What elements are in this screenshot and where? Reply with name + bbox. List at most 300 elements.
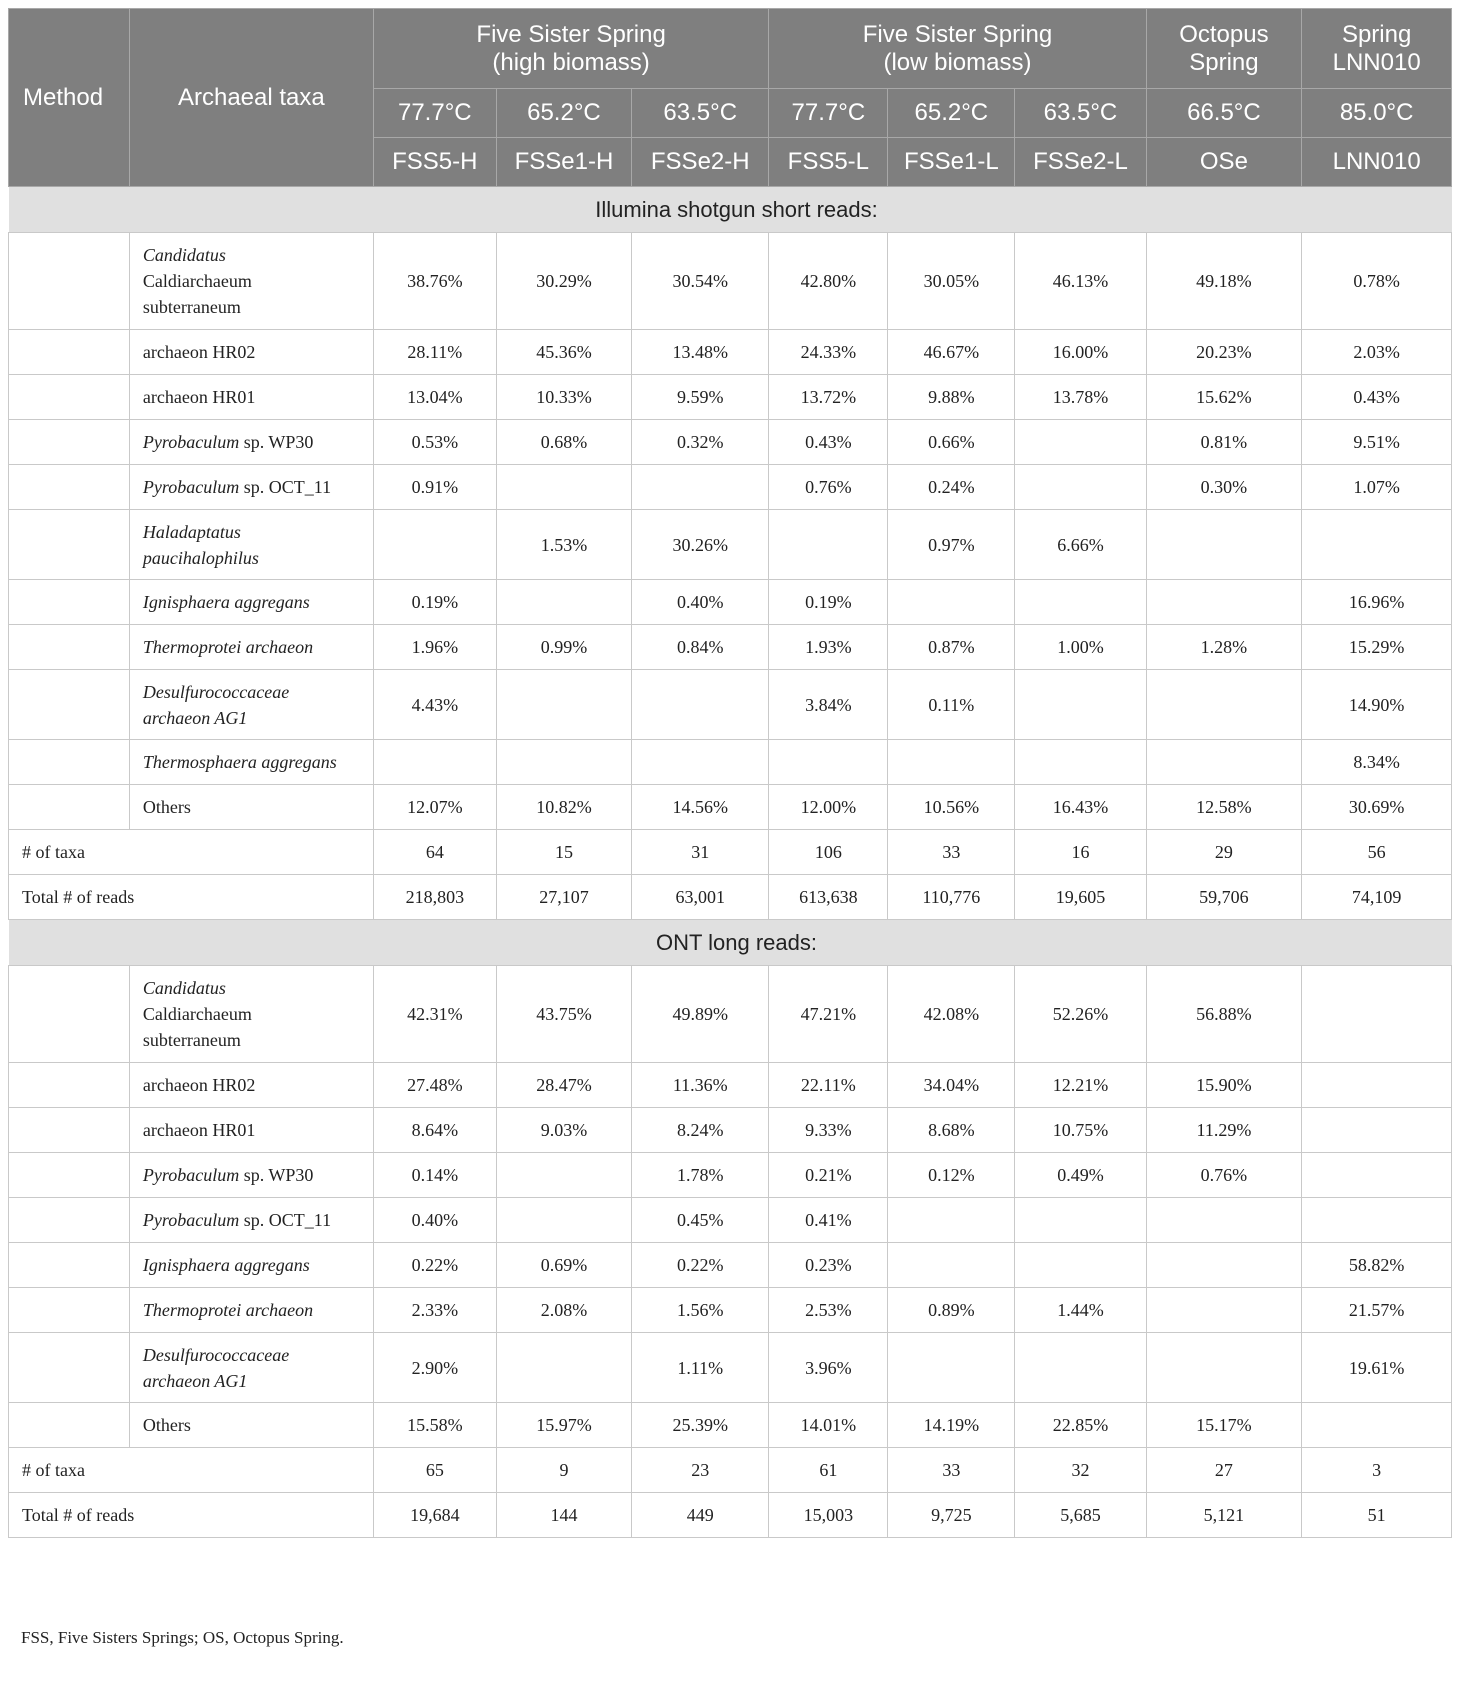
value-cell: 0.76% (769, 465, 888, 510)
value-cell: 1.28% (1146, 625, 1302, 670)
summary-value-cell: 15 (496, 830, 631, 875)
table-row (9, 1063, 1452, 1108)
value-cell (1015, 670, 1146, 740)
value-cell: 19.61% (1302, 1333, 1452, 1403)
group-header-fss-low: Five Sister Spring (low biomass) (769, 9, 1146, 89)
table-header (9, 9, 1452, 187)
summary-value-cell: 51 (1302, 1493, 1452, 1538)
taxa-header: Archaeal taxa (129, 9, 373, 187)
archaeal-taxa-table (8, 8, 1452, 1538)
value-cell (632, 465, 769, 510)
value-cell: 8.68% (888, 1108, 1015, 1153)
value-cell (1302, 1153, 1452, 1198)
value-cell: 0.12% (888, 1153, 1015, 1198)
value-cell: 27.48% (373, 1063, 496, 1108)
value-cell: 0.30% (1146, 465, 1302, 510)
value-cell: 0.41% (769, 1198, 888, 1243)
temperature-header: 65.2°C (888, 89, 1015, 138)
table-footnote: FSS, Five Sisters Springs; OS, Octopus Spring. (21, 1628, 344, 1647)
summary-value-cell: 64 (373, 830, 496, 875)
sample-id-header: FSSe1-L (888, 138, 1015, 187)
value-cell (373, 510, 496, 580)
taxon-name-part: archaeon HR01 (142, 387, 256, 407)
taxon-name-part: Haladaptatus (142, 521, 241, 542)
value-cell (888, 1243, 1015, 1288)
value-cell (1146, 580, 1302, 625)
method-cell (9, 740, 130, 785)
table-row (9, 1108, 1452, 1153)
value-cell: 4.43% (373, 670, 496, 740)
taxon-name-part: archaeon AG1 (142, 1370, 248, 1391)
summary-value-cell: 59,706 (1146, 875, 1302, 920)
value-cell: 10.82% (496, 785, 631, 830)
value-cell (1302, 510, 1452, 580)
temperature-header: 85.0°C (1302, 89, 1452, 138)
value-cell (1146, 510, 1302, 580)
taxon-cell (129, 670, 373, 740)
summary-value-cell: 106 (769, 830, 888, 875)
taxon-name-part: Desulfurococcaceae (142, 1344, 290, 1365)
value-cell: 0.81% (1146, 420, 1302, 465)
sample-id-header: FSSe2-L (1015, 138, 1146, 187)
value-cell: 13.48% (632, 330, 769, 375)
group-header-lnn010: Spring LNN010 (1302, 9, 1452, 89)
method-cell (9, 1153, 130, 1198)
value-cell: 49.18% (1146, 233, 1302, 330)
value-cell (496, 465, 631, 510)
sample-id-header: FSSe1-H (496, 138, 631, 187)
temperature-header: 63.5°C (1015, 89, 1146, 138)
taxon-name-part: Others (142, 797, 191, 817)
method-cell (9, 510, 130, 580)
value-cell: 16.96% (1302, 580, 1452, 625)
taxon-cell (129, 375, 373, 420)
value-cell: 22.11% (769, 1063, 888, 1108)
value-cell: 56.88% (1146, 966, 1302, 1063)
group-header-fss-high: Five Sister Spring (high biomass) (373, 9, 769, 89)
section-title: ONT long reads: (9, 920, 1452, 966)
value-cell (1015, 420, 1146, 465)
value-cell: 14.56% (632, 785, 769, 830)
value-cell: 14.01% (769, 1403, 888, 1448)
summary-value-cell: 56 (1302, 830, 1452, 875)
value-cell: 12.58% (1146, 785, 1302, 830)
method-cell (9, 1288, 130, 1333)
taxon-name-part: subterraneum (142, 1030, 241, 1050)
value-cell: 1.00% (1015, 625, 1146, 670)
taxon-name-part: Ignisphaera aggregans (142, 1255, 310, 1275)
sample-id-header: FSS5-H (373, 138, 496, 187)
value-cell (632, 740, 769, 785)
value-cell: 0.22% (373, 1243, 496, 1288)
group-header-octopus: Octopus Spring (1146, 9, 1302, 89)
table-row (9, 625, 1452, 670)
taxon-cell (129, 1198, 373, 1243)
summary-value-cell: 16 (1015, 830, 1146, 875)
summary-value-cell: 74,109 (1302, 875, 1452, 920)
value-cell: 9.59% (632, 375, 769, 420)
value-cell: 0.76% (1146, 1153, 1302, 1198)
temperature-header: 65.2°C (496, 89, 631, 138)
value-cell: 15.17% (1146, 1403, 1302, 1448)
value-cell: 1.53% (496, 510, 631, 580)
method-cell (9, 1243, 130, 1288)
value-cell (496, 1198, 631, 1243)
summary-value-cell: 3 (1302, 1448, 1452, 1493)
value-cell: 0.22% (632, 1243, 769, 1288)
value-cell: 1.93% (769, 625, 888, 670)
table-row (9, 1333, 1452, 1403)
taxon-cell (129, 1063, 373, 1108)
value-cell (1015, 1243, 1146, 1288)
value-cell (1302, 1198, 1452, 1243)
summary-value-cell: 9 (496, 1448, 631, 1493)
value-cell: 2.53% (769, 1288, 888, 1333)
value-cell: 15.97% (496, 1403, 631, 1448)
summary-value-cell: 449 (632, 1493, 769, 1538)
method-cell (9, 966, 130, 1063)
summary-value-cell: 63,001 (632, 875, 769, 920)
value-cell: 8.64% (373, 1108, 496, 1153)
value-cell: 49.89% (632, 966, 769, 1063)
taxon-name-part: Thermoprotei archaeon (142, 1300, 314, 1320)
data-table-container (8, 8, 1452, 1538)
value-cell (1015, 1333, 1146, 1403)
table-row (9, 420, 1452, 465)
value-cell: 38.76% (373, 233, 496, 330)
value-cell: 47.21% (769, 966, 888, 1063)
value-cell (888, 1333, 1015, 1403)
taxon-name-part: sp. WP30 (239, 1165, 314, 1185)
section-header-row (9, 187, 1452, 233)
method-cell (9, 1198, 130, 1243)
value-cell (1146, 1198, 1302, 1243)
summary-value-cell: 110,776 (888, 875, 1015, 920)
taxon-cell (129, 785, 373, 830)
taxon-name-part: sp. OCT_11 (239, 477, 332, 497)
value-cell (1015, 1198, 1146, 1243)
value-cell: 0.43% (1302, 375, 1452, 420)
value-cell (1015, 580, 1146, 625)
taxon-cell (129, 1153, 373, 1198)
taxon-cell (129, 1108, 373, 1153)
summary-value-cell: 144 (496, 1493, 631, 1538)
temperature-header: 77.7°C (373, 89, 496, 138)
summary-label: Total # of reads (9, 1493, 374, 1538)
value-cell: 6.66% (1015, 510, 1146, 580)
taxon-cell (129, 1288, 373, 1333)
summary-value-cell: 27,107 (496, 875, 631, 920)
value-cell: 28.47% (496, 1063, 631, 1108)
summary-value-cell: 19,605 (1015, 875, 1146, 920)
value-cell: 0.14% (373, 1153, 496, 1198)
taxon-cell (129, 233, 373, 330)
table-row (9, 966, 1452, 1063)
taxon-name-part: sp. WP30 (239, 432, 314, 452)
taxon-name-part: Candidatus (142, 245, 226, 265)
value-cell: 45.36% (496, 330, 631, 375)
value-cell (496, 580, 631, 625)
value-cell: 1.78% (632, 1153, 769, 1198)
value-cell: 0.40% (632, 580, 769, 625)
value-cell (496, 1333, 631, 1403)
taxon-name-part: paucihalophilus (142, 547, 259, 568)
table-row (9, 580, 1452, 625)
taxon-name-part: sp. OCT_11 (239, 1210, 332, 1230)
sample-id-header: FSSe2-H (632, 138, 769, 187)
taxon-cell (129, 1333, 373, 1403)
value-cell (1302, 966, 1452, 1063)
taxon-cell (129, 625, 373, 670)
method-cell (9, 580, 130, 625)
method-cell (9, 330, 130, 375)
section-header-row (9, 920, 1452, 966)
table-row (9, 510, 1452, 580)
summary-value-cell: 33 (888, 1448, 1015, 1493)
taxon-name-part: archaeon HR02 (142, 1075, 256, 1095)
value-cell: 1.11% (632, 1333, 769, 1403)
table-row (9, 1198, 1452, 1243)
value-cell: 0.32% (632, 420, 769, 465)
method-cell (9, 233, 130, 330)
summary-value-cell: 65 (373, 1448, 496, 1493)
value-cell: 13.72% (769, 375, 888, 420)
value-cell: 34.04% (888, 1063, 1015, 1108)
taxon-name-part: Pyrobaculum (142, 477, 240, 497)
value-cell: 0.89% (888, 1288, 1015, 1333)
value-cell (1015, 465, 1146, 510)
taxon-cell (129, 330, 373, 375)
table-row (9, 1153, 1452, 1198)
taxon-cell (129, 1243, 373, 1288)
value-cell: 12.00% (769, 785, 888, 830)
summary-value-cell: 5,685 (1015, 1493, 1146, 1538)
summary-value-cell: 32 (1015, 1448, 1146, 1493)
sample-id-header: LNN010 (1302, 138, 1452, 187)
method-cell (9, 1108, 130, 1153)
value-cell: 9.33% (769, 1108, 888, 1153)
method-header: Method (9, 9, 130, 187)
value-cell: 12.07% (373, 785, 496, 830)
value-cell (1146, 1243, 1302, 1288)
taxon-name-part: Pyrobaculum (142, 1210, 240, 1230)
value-cell: 30.05% (888, 233, 1015, 330)
value-cell (888, 740, 1015, 785)
taxon-name-part: subterraneum (142, 297, 241, 317)
value-cell: 13.78% (1015, 375, 1146, 420)
method-cell (9, 375, 130, 420)
summary-value-cell: 31 (632, 830, 769, 875)
value-cell: 1.96% (373, 625, 496, 670)
value-cell: 0.84% (632, 625, 769, 670)
taxon-cell (129, 740, 373, 785)
value-cell: 15.58% (373, 1403, 496, 1448)
method-cell (9, 670, 130, 740)
value-cell (496, 1153, 631, 1198)
section-title: Illumina shotgun short reads: (9, 187, 1452, 233)
value-cell (1302, 1108, 1452, 1153)
sample-id-header: FSS5-L (769, 138, 888, 187)
taxa-count-row (9, 1448, 1452, 1493)
value-cell: 20.23% (1146, 330, 1302, 375)
value-cell: 10.75% (1015, 1108, 1146, 1153)
table-row (9, 1288, 1452, 1333)
method-cell (9, 785, 130, 830)
table-row (9, 785, 1452, 830)
table-row (9, 740, 1452, 785)
table-row (9, 233, 1452, 330)
value-cell: 11.29% (1146, 1108, 1302, 1153)
value-cell: 0.97% (888, 510, 1015, 580)
value-cell: 0.99% (496, 625, 631, 670)
table-row (9, 465, 1452, 510)
taxon-name-part: Pyrobaculum (142, 1165, 240, 1185)
taxon-name-part: Candidatus (142, 978, 226, 998)
temperature-header: 63.5°C (632, 89, 769, 138)
value-cell: 16.00% (1015, 330, 1146, 375)
value-cell: 15.62% (1146, 375, 1302, 420)
method-cell (9, 465, 130, 510)
temperature-header: 77.7°C (769, 89, 888, 138)
table-row (9, 330, 1452, 375)
taxon-name-part: Desulfurococcaceae (142, 681, 290, 702)
summary-value-cell: 218,803 (373, 875, 496, 920)
total-reads-row (9, 1493, 1452, 1538)
value-cell: 1.07% (1302, 465, 1452, 510)
value-cell: 0.68% (496, 420, 631, 465)
table-row (9, 375, 1452, 420)
value-cell: 0.49% (1015, 1153, 1146, 1198)
value-cell: 30.69% (1302, 785, 1452, 830)
value-cell (1146, 740, 1302, 785)
taxon-name-part: Caldiarchaeum (142, 271, 252, 291)
summary-value-cell: 5,121 (1146, 1493, 1302, 1538)
value-cell: 0.91% (373, 465, 496, 510)
value-cell: 0.87% (888, 625, 1015, 670)
taxon-name-part: archaeon HR02 (142, 342, 256, 362)
taxa-count-row (9, 830, 1452, 875)
taxon-name-part: Ignisphaera aggregans (142, 592, 310, 612)
value-cell (373, 740, 496, 785)
summary-value-cell: 23 (632, 1448, 769, 1493)
total-reads-row (9, 875, 1452, 920)
value-cell: 9.51% (1302, 420, 1452, 465)
value-cell: 0.21% (769, 1153, 888, 1198)
value-cell: 8.34% (1302, 740, 1452, 785)
value-cell: 0.11% (888, 670, 1015, 740)
value-cell (632, 670, 769, 740)
value-cell: 30.54% (632, 233, 769, 330)
value-cell: 0.69% (496, 1243, 631, 1288)
table-body (9, 187, 1452, 1538)
value-cell: 3.84% (769, 670, 888, 740)
value-cell (1015, 740, 1146, 785)
value-cell (1146, 1288, 1302, 1333)
value-cell: 9.88% (888, 375, 1015, 420)
taxon-name-part: Thermosphaera aggregans (142, 752, 337, 772)
value-cell: 14.90% (1302, 670, 1452, 740)
value-cell (1302, 1403, 1452, 1448)
summary-value-cell: 29 (1146, 830, 1302, 875)
value-cell: 15.90% (1146, 1063, 1302, 1108)
value-cell (1302, 1063, 1452, 1108)
value-cell: 30.29% (496, 233, 631, 330)
summary-value-cell: 613,638 (769, 875, 888, 920)
summary-value-cell: 19,684 (373, 1493, 496, 1538)
taxon-cell (129, 420, 373, 465)
value-cell (496, 740, 631, 785)
value-cell: 0.53% (373, 420, 496, 465)
value-cell: 1.56% (632, 1288, 769, 1333)
value-cell (888, 580, 1015, 625)
value-cell (1146, 670, 1302, 740)
value-cell (769, 740, 888, 785)
value-cell: 2.03% (1302, 330, 1452, 375)
method-cell (9, 1333, 130, 1403)
value-cell: 10.33% (496, 375, 631, 420)
value-cell: 0.23% (769, 1243, 888, 1288)
value-cell (888, 1198, 1015, 1243)
value-cell: 12.21% (1015, 1063, 1146, 1108)
value-cell: 25.39% (632, 1403, 769, 1448)
taxon-cell (129, 510, 373, 580)
summary-value-cell: 15,003 (769, 1493, 888, 1538)
value-cell: 42.08% (888, 966, 1015, 1063)
value-cell: 52.26% (1015, 966, 1146, 1063)
value-cell: 58.82% (1302, 1243, 1452, 1288)
summary-value-cell: 61 (769, 1448, 888, 1493)
value-cell: 2.33% (373, 1288, 496, 1333)
summary-label: # of taxa (9, 1448, 374, 1493)
value-cell: 1.44% (1015, 1288, 1146, 1333)
value-cell (496, 670, 631, 740)
value-cell: 13.04% (373, 375, 496, 420)
method-cell (9, 1403, 130, 1448)
value-cell: 10.56% (888, 785, 1015, 830)
value-cell: 22.85% (1015, 1403, 1146, 1448)
value-cell: 0.66% (888, 420, 1015, 465)
value-cell: 2.90% (373, 1333, 496, 1403)
value-cell: 0.24% (888, 465, 1015, 510)
value-cell: 8.24% (632, 1108, 769, 1153)
taxon-cell (129, 580, 373, 625)
sample-id-header: OSe (1146, 138, 1302, 187)
value-cell: 46.67% (888, 330, 1015, 375)
value-cell: 9.03% (496, 1108, 631, 1153)
taxon-cell (129, 1403, 373, 1448)
taxon-cell (129, 465, 373, 510)
temperature-header: 66.5°C (1146, 89, 1302, 138)
value-cell: 42.31% (373, 966, 496, 1063)
summary-value-cell: 33 (888, 830, 1015, 875)
taxon-name-part: Thermoprotei archaeon (142, 637, 314, 657)
value-cell: 3.96% (769, 1333, 888, 1403)
summary-label: # of taxa (9, 830, 374, 875)
taxon-name-part: Caldiarchaeum (142, 1004, 252, 1024)
method-cell (9, 1063, 130, 1108)
summary-value-cell: 9,725 (888, 1493, 1015, 1538)
value-cell (769, 510, 888, 580)
summary-label: Total # of reads (9, 875, 374, 920)
value-cell: 30.26% (632, 510, 769, 580)
table-row (9, 1403, 1452, 1448)
method-cell (9, 625, 130, 670)
taxon-name-part: archaeon AG1 (142, 707, 248, 728)
value-cell: 0.40% (373, 1198, 496, 1243)
value-cell: 2.08% (496, 1288, 631, 1333)
value-cell: 46.13% (1015, 233, 1146, 330)
value-cell: 0.19% (373, 580, 496, 625)
